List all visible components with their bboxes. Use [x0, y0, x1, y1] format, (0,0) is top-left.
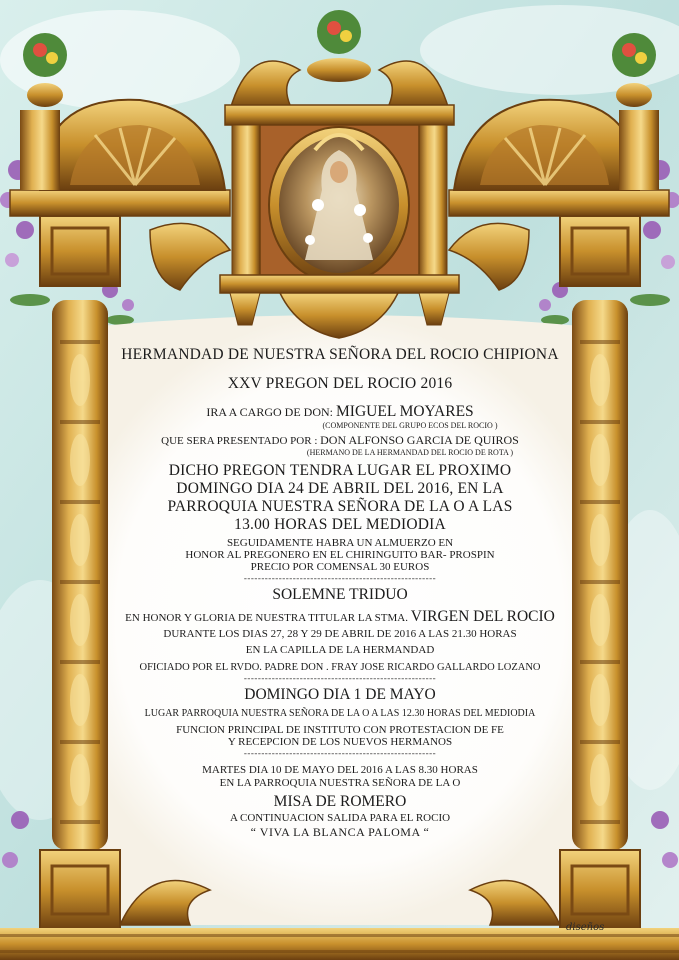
triduo-honor-line — [100, 608, 580, 626]
lunch-line: HONOR AL PREGONERO EN EL CHIRINGUITO BAR- PROSPIN — [185, 549, 495, 561]
poster-text — [100, 338, 580, 840]
domingo-place: LUGAR PARROQUIA NUESTRA SEÑORA DE LA O A LAS 12.30 HORAS DEL MEDIODIA — [144, 708, 536, 719]
domingo-function: FUNCION PRINCIPAL DE INSTITUTO CON PROTESTACION DE FE — [176, 724, 504, 736]
triduo-honor-name: VIRGEN DEL ROCIO — [410, 608, 555, 625]
pregon-subtitle: XXV PREGON DEL ROCIO 2016 — [227, 375, 453, 392]
pregon-detail: DOMINGO DIA 24 DE ABRIL DEL 2016, EN LA — [176, 480, 504, 497]
domingo-function: Y RECEPCION DE LOS NUEVOS HERMANOS — [227, 736, 453, 748]
pregonero-prefix: IRA A CARGO DE DON: — [206, 405, 337, 419]
departure-line: A CONTINUACION SALIDA PARA EL ROCIO — [229, 812, 451, 824]
pregonero-line — [100, 403, 580, 421]
triduo-officiant: OFICIADO POR EL RVDO. PADRE DON . FRAY JOSE RICARDO GALLARDO LOZANO — [139, 662, 541, 673]
pregon-detail: PARROQUIA NUESTRA SEÑORA DE LA O A LAS — [167, 498, 513, 515]
domingo-heading: DOMINGO DIA 1 DE MAYO — [244, 686, 436, 703]
presenter-note: (HERMANO DE LA HERMANDAD DEL ROCIO DE ROTA ) — [306, 448, 514, 457]
lunch-line: PRECIO POR COMENSAL 30 EUROS — [250, 561, 430, 573]
presenter-line — [100, 433, 580, 448]
misa-heading: MISA DE ROMERO — [273, 793, 407, 810]
separator: ------------------------------------------------------- — [243, 673, 437, 683]
triduo-place: EN LA CAPILLA DE LA HERMANDAD — [245, 644, 435, 656]
pregonero-name: MIGUEL MOYARES — [336, 403, 474, 420]
pregon-detail: DICHO PREGON TENDRA LUGAR EL PROXIMO — [168, 462, 512, 479]
presenter-prefix: QUE SERA PRESENTADO POR : — [161, 435, 321, 447]
presenter-name: DON ALFONSO GARCIA DE QUIROS — [320, 433, 519, 447]
martes-date: MARTES DIA 10 DE MAYO DEL 2016 A LAS 8.30 HORAS — [202, 764, 478, 776]
triduo-honor-prefix: EN HONOR Y GLORIA DE NUESTRA TITULAR LA STMA. — [125, 612, 411, 624]
triduo-dates: DURANTE LOS DIAS 27, 28 Y 29 DE ABRIL DE 2016 A LAS 21.30 HORAS — [163, 628, 517, 640]
pregonero-note: (COMPONENTE DEL GRUPO ECOS DEL ROCIO ) — [322, 421, 498, 430]
lunch-line: SEGUIDAMENTE HABRA UN ALMUERZO EN — [226, 537, 454, 549]
pregon-detail: 13.00 HORAS DEL MEDIODIA — [234, 516, 446, 533]
martes-place: EN LA PARROQUIA NUESTRA SEÑORA DE LA O — [219, 777, 461, 789]
artist-signature: diseños — [566, 922, 605, 933]
brotherhood-title: HERMANDAD DE NUESTRA SEÑORA DEL ROCIO CHIPIONA — [121, 346, 559, 363]
separator: ------------------------------------------------------- — [243, 748, 437, 758]
triduo-heading: SOLEMNE TRIDUO — [272, 586, 408, 603]
separator: ------------------------------------------------------- — [243, 573, 437, 583]
closing-line: “ VIVA LA BLANCA PALOMA “ — [250, 825, 430, 839]
